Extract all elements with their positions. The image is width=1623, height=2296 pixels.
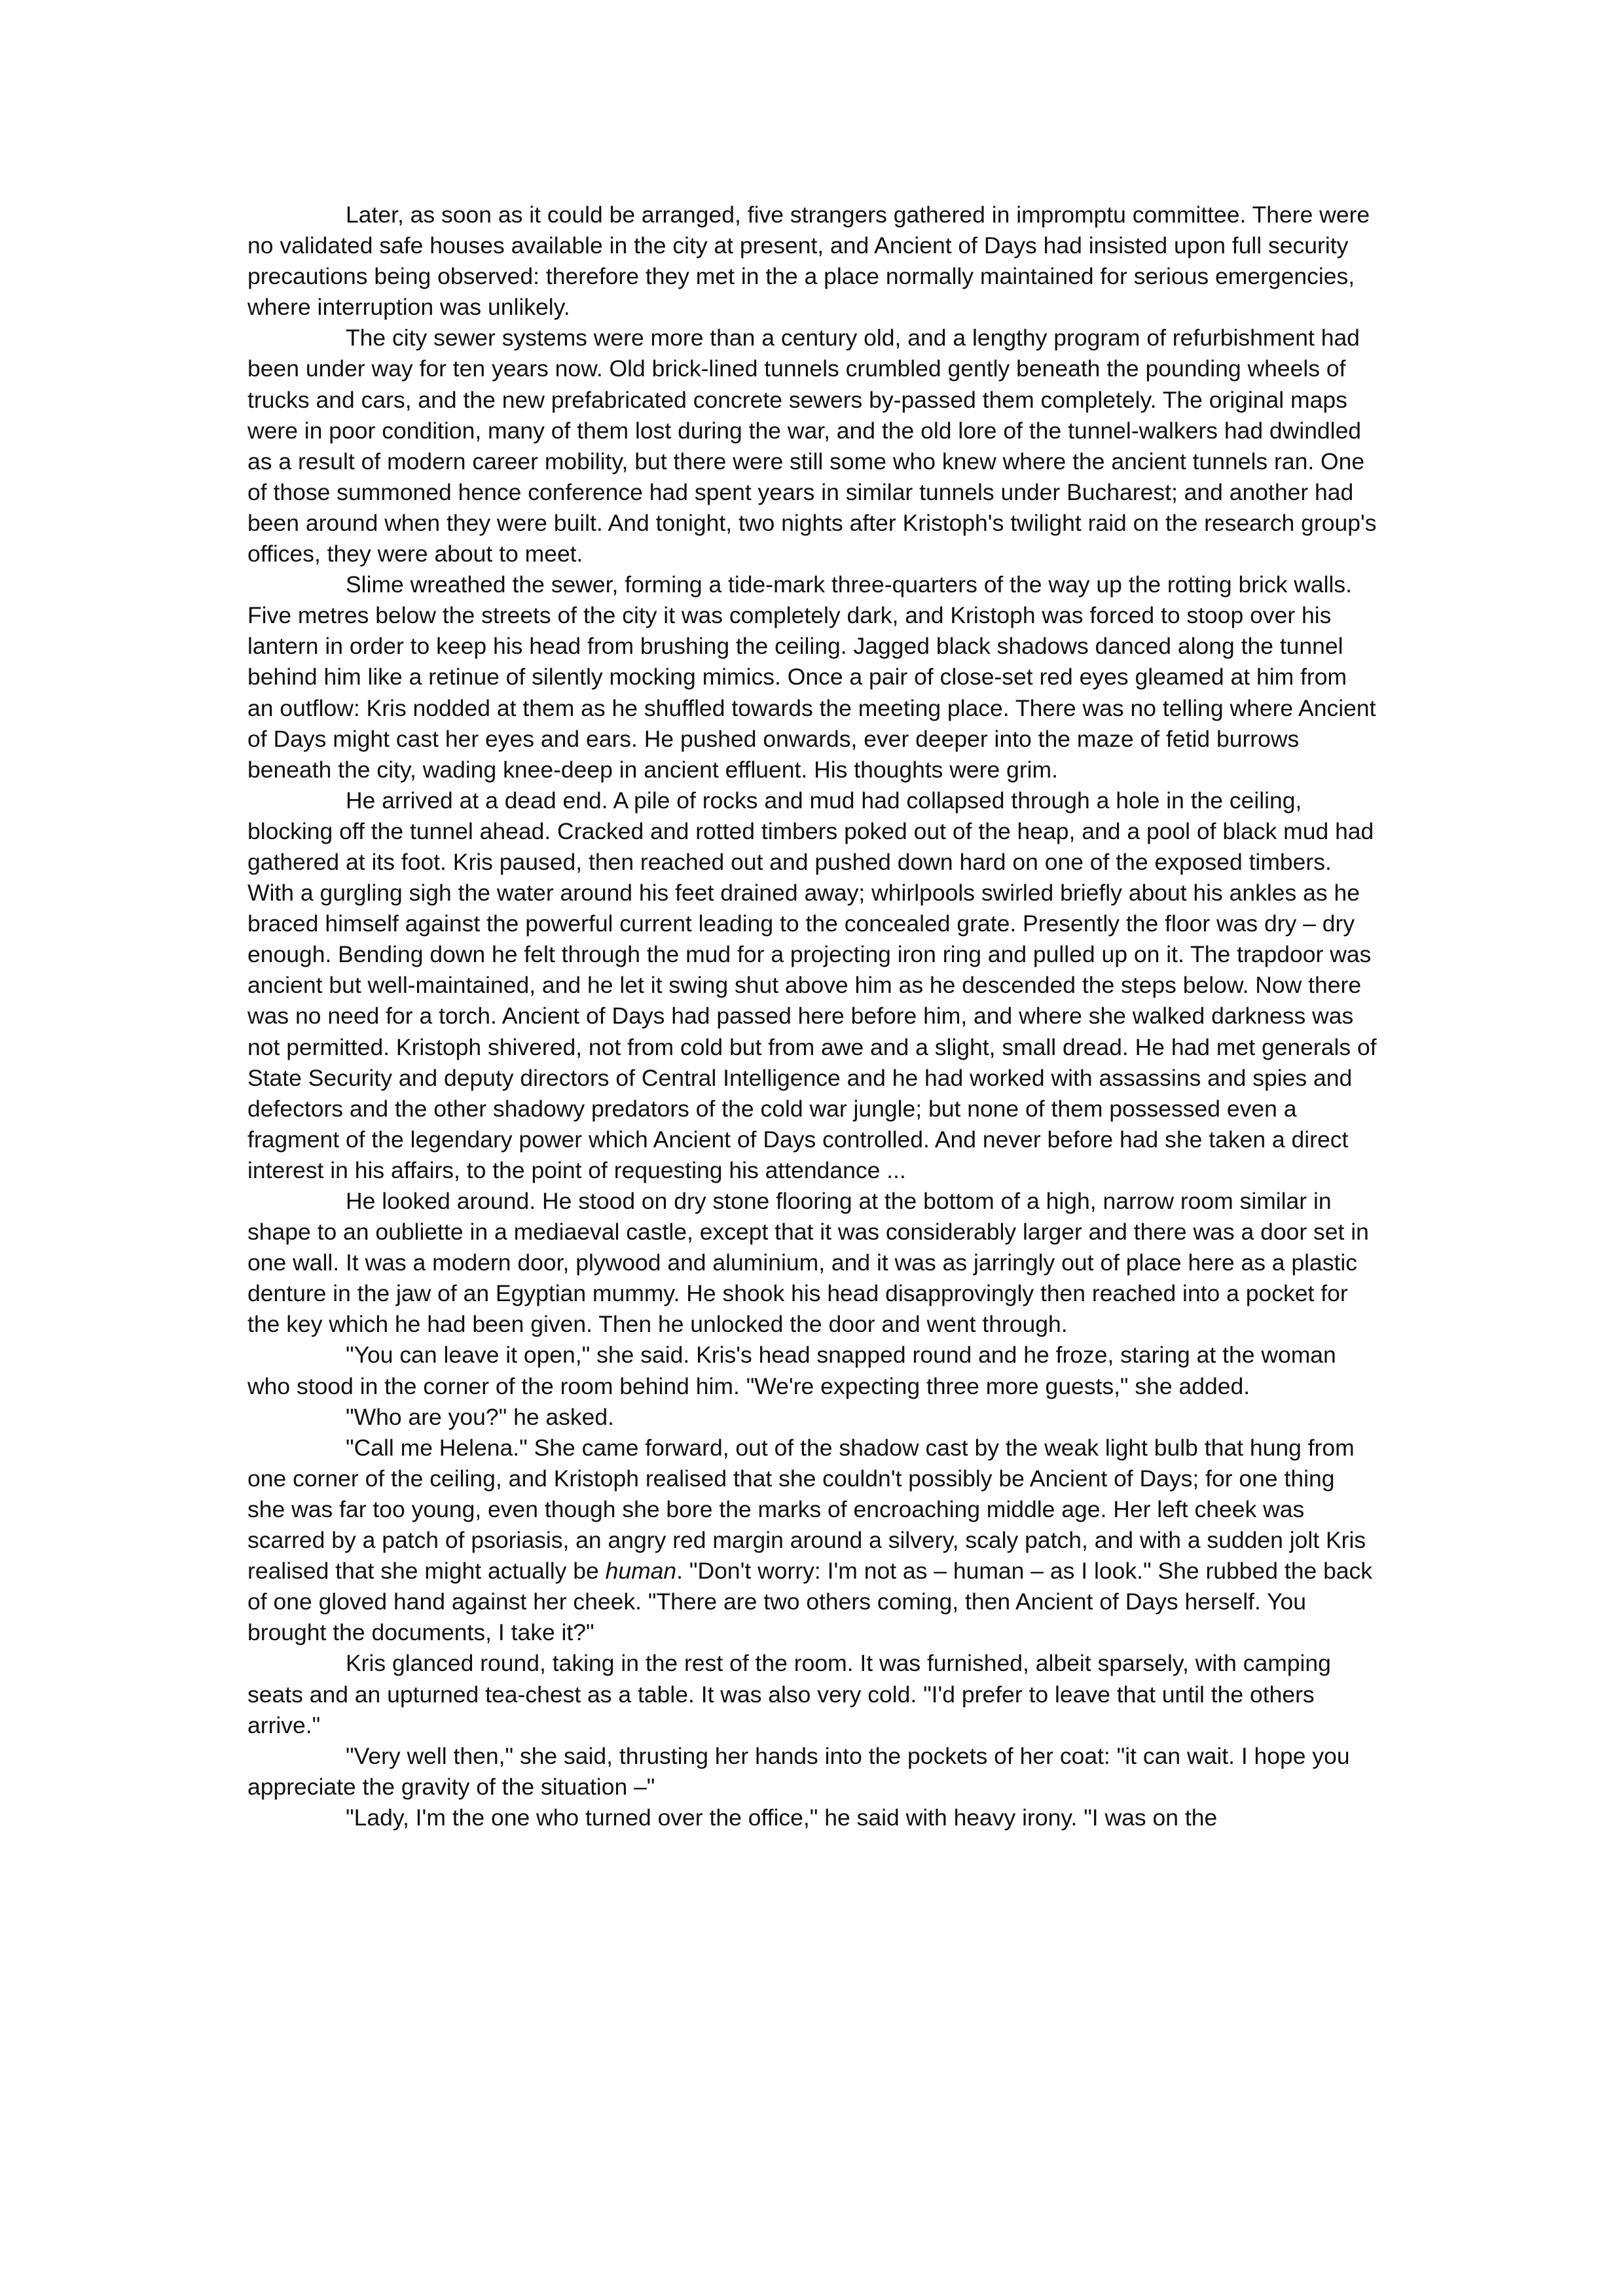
paragraph-5: He looked around. He stood on dry stone flooring at the bottom of a high, narrow room similar in shape to an oubliette in a mediaeval castle, except that it was considerably larger and there was a door set in one wall. It was a modern door, plywood and aluminium, and it was as jarringly out of place here as a plastic denture in the jaw of an Egyptian mummy. He shook his head disapprovingly then reached into a pocket for the key which he had been given. Then he unlocked the door and went through.: [247, 1188, 1369, 1338]
paragraph-6: "You can leave it open," she said. Kris's head snapped round and he froze, staring at the woman who stood in the corner of the room behind him. "We're expecting three more guests," she added.: [247, 1342, 1336, 1399]
paragraph-11: "Lady, I'm the one who turned over the office," he said with heavy irony. "I was on the: [346, 1804, 1218, 1831]
paragraph-4: He arrived at a dead end. A pile of rocks and mud had collapsed through a hole in the ceiling, blocking off the tunnel ahead. Cracked and rotted timbers poked out of the heap, and a pool of black mud had gathered at its foot. Kris paused, then reached out and pushed down hard on one of the exposed timbers. With a gurgling sigh the water around his feet drained away; whirlpools swirled briefly about his ankles as he braced himself against the powerful current leading to the concealed grate. Presently the floor was dry – dry enough. Bending down he felt through the mud for a projecting iron ring and pulled up on it. The trapdoor was ancient but well-maintained, and he let it swing shut above him as he descended the steps below. Now there was no need for a torch. Ancient of Days had passed here before him, and where she walked darkness was not permitted. Kristoph shivered, not from cold but from awe and a slight, small dread. He had met generals of State Security and deputy directors of Central Intelligence and he had worked with assassins and spies and defectors and the other shadowy predators of the cold war jungle; but none of them possessed even a fragment of the legendary power which Ancient of Days controlled. And never before had she taken a direct interest in his affairs, to the point of requesting his attendance ...: [247, 787, 1377, 1183]
paragraph-8-emphasis: human: [605, 1558, 677, 1585]
paragraph-8-text-before: "Call me Helena." She came forward, out of the shadow cast by the weak light bulb that hung from one corner of the ceiling, and Kristoph realised that she couldn't possibly be Ancient of Days; for one thing she was far too young, even though she bore the marks of encroaching middle age. Her left cheek was scarred by a patch of psoriasis, an angry red margin around a silvery, scaly patch, and with a sudden jolt Kris realised that she might actually be: [247, 1434, 1366, 1585]
paragraph-8: [247, 1433, 1377, 1649]
paragraph-10: "Very well then," she said, thrusting her hands into the pockets of her coat: "it can wait. I hope you appreciate the gravity of the situation –": [247, 1742, 1350, 1800]
paragraph-3: Slime wreathed the sewer, forming a tide-mark three-quarters of the way up the rotting brick walls. Five metres below the streets of the city it was completely dark, and Kristoph was forced to stoop over his lantern in order to keep his head from brushing the ceiling. Jagged black shadows danced along the tunnel behind him like a retinue of silently mocking mimics. Once a pair of close-set red eyes gleamed at him from an outflow: Kris nodded at them as he shuffled towards the meeting place. There was no telling where Ancient of Days might cast her eyes and ears. He pushed onwards, ever deeper into the maze of fetid burrows beneath the city, wading knee-deep in ancient effluent. His thoughts were grim.: [247, 571, 1376, 783]
paragraph-8-text-after: . "Don't worry: I'm not as – human – as I look." She rubbed the back of one gloved hand against her cheek. "There are two others coming, then Ancient of Days herself. You brought the documents, I take it?": [247, 1558, 1373, 1646]
body-text: [247, 200, 1377, 1833]
paragraph-9: Kris glanced round, taking in the rest of the room. It was furnished, albeit sparsely, with camping seats and an upturned tea-chest as a table. It was also very cold. "I'd prefer to leave that until the others arrive.": [247, 1650, 1331, 1738]
paragraph-2: The city sewer systems were more than a century old, and a lengthy program of refurbishment had been under way for ten years now. Old brick-lined tunnels crumbled gently beneath the pounding wheels of trucks and cars, and the new prefabricated concrete sewers by-passed them completely. The original maps were in poor condition, many of them lost during the war, and the old lore of the tunnel-walkers had dwindled as a result of modern career mobility, but there were still some who knew where the ancient tunnels ran. One of those summoned hence conference had spent years in similar tunnels under Bucharest; and another had been around when they were built. And tonight, two nights after Kristoph's twilight raid on the research group's offices, they were about to meet.: [247, 325, 1377, 567]
paragraph-1: Later, as soon as it could be arranged, five strangers gathered in impromptu committee. There were no validated safe houses available in the city at present, and Ancient of Days had insisted upon full security precautions being observed: therefore they met in the a place normally maintained for serious emergencies, where interruption was unlikely.: [247, 202, 1370, 321]
paragraph-7: "Who are you?" he asked.: [346, 1403, 615, 1430]
